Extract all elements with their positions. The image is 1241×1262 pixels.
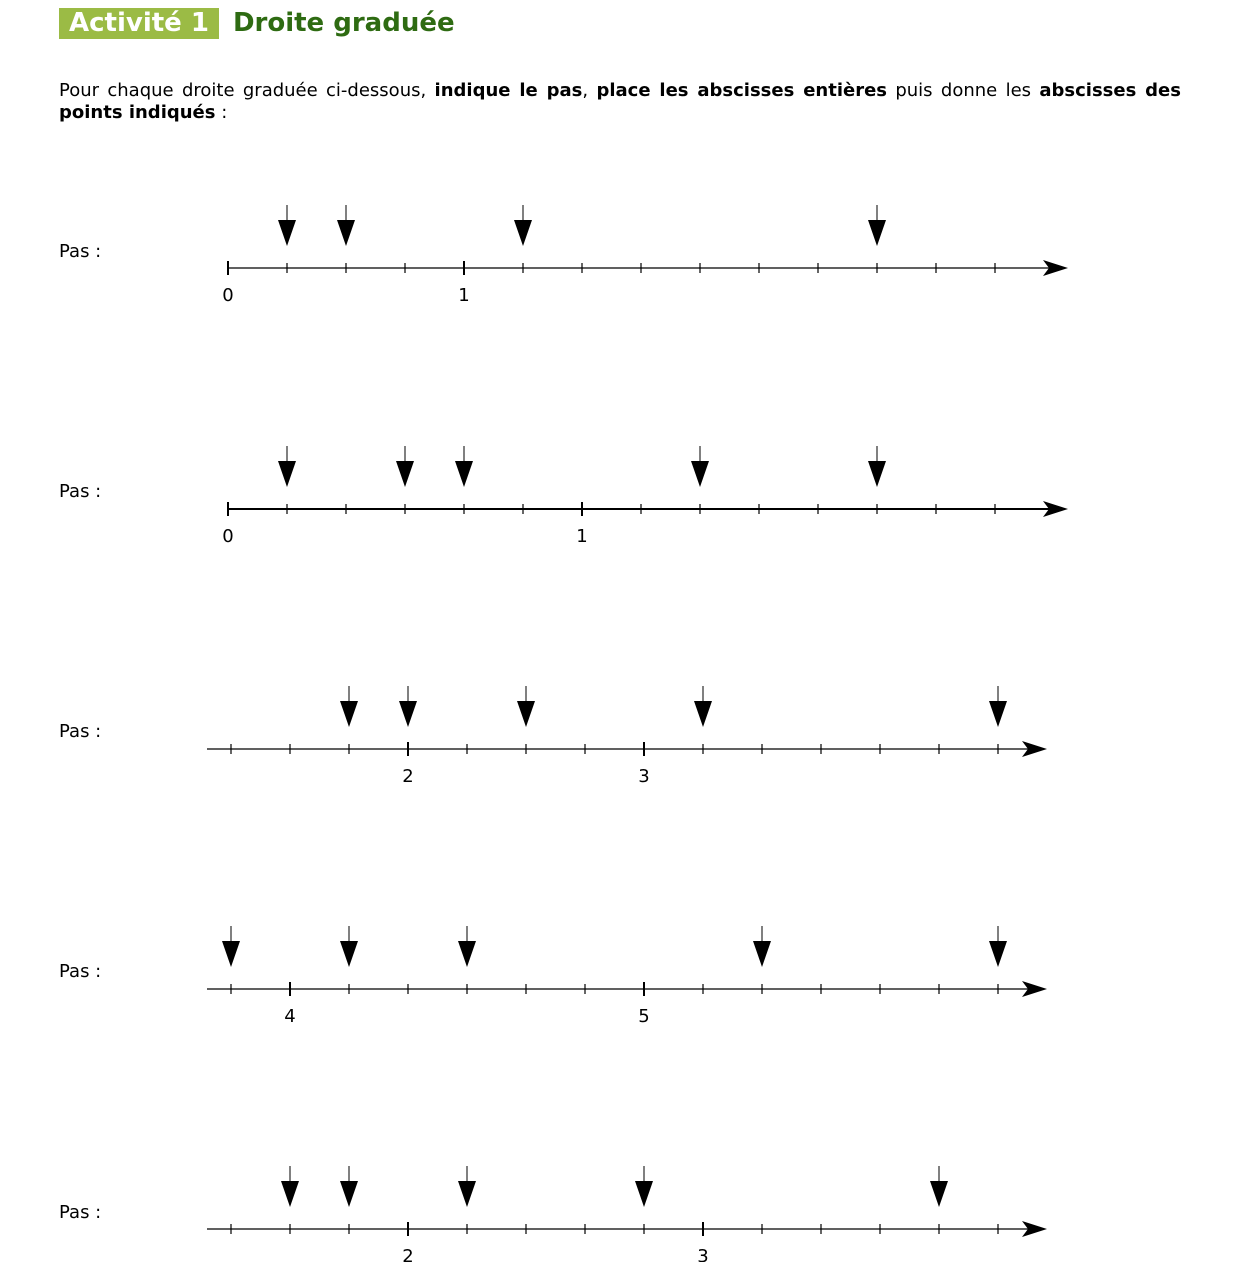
point-arrow-icon — [340, 941, 358, 967]
point-arrow-icon — [753, 941, 771, 967]
tick-label-1: 1 — [458, 285, 470, 306]
point-arrow-icon — [278, 220, 296, 246]
point-arrow-icon — [281, 1181, 299, 1207]
instructions-text: : — [215, 102, 228, 123]
tick-label-3: 3 — [638, 766, 650, 787]
instructions-bold-points: abscisses des points indiqués — [59, 80, 1181, 123]
point-arrow-icon — [868, 220, 886, 246]
tick-label-4: 4 — [284, 1006, 296, 1027]
point-arrow-icon — [691, 461, 709, 487]
pas-label-1: Pas : — [59, 241, 102, 262]
point-arrow-icon — [399, 701, 417, 727]
point-arrow-icon — [222, 941, 240, 967]
pas-label-3: Pas : — [59, 721, 102, 742]
point-arrow-icon — [458, 1181, 476, 1207]
point-arrow-icon — [340, 1181, 358, 1207]
point-arrow-icon — [458, 941, 476, 967]
point-arrow-icon — [337, 220, 355, 246]
tick-label-5: 5 — [638, 1006, 650, 1027]
tick-label-0: 0 — [222, 526, 234, 547]
instructions-bold-step: indique le pas — [434, 80, 583, 101]
point-arrow-icon — [694, 701, 712, 727]
point-arrow-icon — [455, 461, 473, 487]
point-arrow-icon — [989, 701, 1007, 727]
point-arrow-icon — [517, 701, 535, 727]
tick-label-2: 2 — [402, 766, 414, 787]
activity-badge: Activité 1 — [59, 8, 219, 39]
instructions-text: Pour chaque droite graduée ci-dessous, — [59, 80, 435, 101]
point-arrow-icon — [930, 1181, 948, 1207]
point-arrow-icon — [278, 461, 296, 487]
instructions-text: puis donne les — [887, 80, 1040, 101]
activity-heading: Droite graduée — [232, 8, 455, 38]
point-arrow-icon — [989, 941, 1007, 967]
tick-label-2: 2 — [402, 1246, 414, 1262]
pas-label-4: Pas : — [59, 961, 102, 982]
point-arrow-icon — [635, 1181, 653, 1207]
pas-label-2: Pas : — [59, 481, 102, 502]
tick-label-3: 3 — [697, 1246, 709, 1262]
point-arrow-icon — [514, 220, 532, 246]
pas-label-5: Pas : — [59, 1202, 102, 1223]
tick-label-1: 1 — [576, 526, 588, 547]
point-arrow-icon — [340, 701, 358, 727]
instructions-text: , — [582, 80, 597, 101]
tick-label-0: 0 — [222, 285, 234, 306]
instructions-bold-integers: place les abscisses entières — [596, 80, 888, 101]
point-arrow-icon — [396, 461, 414, 487]
point-arrow-icon — [868, 461, 886, 487]
